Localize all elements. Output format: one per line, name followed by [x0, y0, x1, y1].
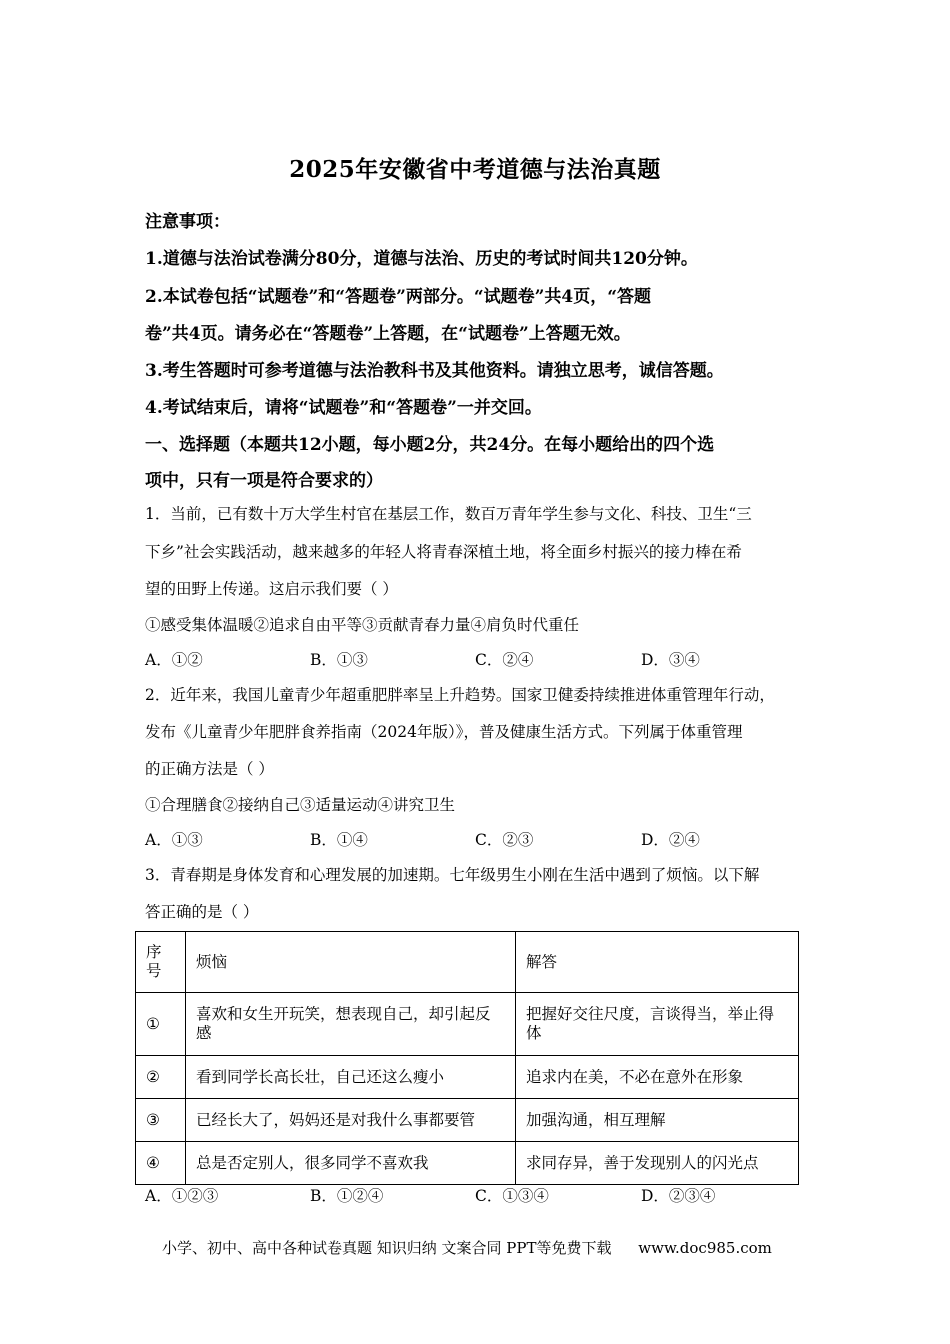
option-d[interactable]: D．②④ [641, 831, 700, 849]
notice-item-4: 4.考试结束后，请将“试题卷”和“答题卷”一并交回。 [145, 398, 542, 418]
question-2-statements: ①合理膳食②接纳自己③适量运动④讲究卫生 [145, 796, 456, 814]
notice-item-1: 1.道德与法治试卷满分80分，道德与法治、历史的考试时间共120分钟。 [145, 249, 698, 269]
row-answer: 加强沟通，相互理解 [516, 1099, 799, 1142]
option-c[interactable]: C．②④ [475, 651, 534, 669]
notice-item-3: 3.考生答题时可参考道德与法治教科书及其他资料。请独立思考，诚信答题。 [145, 361, 724, 381]
row-answer: 把握好交往尺度，言谈得当，举止得体 [516, 993, 799, 1056]
option-a[interactable]: A．①② [145, 651, 203, 669]
table-header-row [136, 932, 799, 993]
option-b[interactable]: B．①②④ [310, 1187, 384, 1205]
question-1-text: 1．当前，已有数十万大学生村官在基层工作，数百万青年学生参与文化、科技、卫生“三 [145, 505, 752, 523]
row-answer: 追求内在美，不必在意外在形象 [516, 1056, 799, 1099]
option-b[interactable]: B．①④ [310, 831, 368, 849]
row-trouble: 已经长大了，妈妈还是对我什么事都要管 [186, 1099, 516, 1142]
footer-site-link[interactable]: www.doc985.com [638, 1239, 772, 1257]
question-3-table [135, 931, 799, 1185]
question-3-text: 答正确的是（ ） [145, 903, 259, 921]
question-3-text: 3．青春期是身体发育和心理发展的加速期。七年级男生小刚在生活中遇到了烦恼。以下解 [145, 866, 760, 884]
row-trouble: 看到同学长高长壮，自己还这么瘦小 [186, 1056, 516, 1099]
question-1-statements: ①感受集体温暖②追求自由平等③贡献青春力量④肩负时代重任 [145, 616, 580, 634]
row-answer: 求同存异，善于发现别人的闪光点 [516, 1142, 799, 1185]
table-row [136, 1142, 799, 1185]
row-number: ② [136, 1056, 186, 1099]
row-trouble: 喜欢和女生开玩笑，想表现自己，却引起反感 [186, 993, 516, 1056]
option-c[interactable]: C．①③④ [475, 1187, 549, 1205]
header-number: 序号 [136, 932, 186, 993]
question-1-text: 望的田野上传递。这启示我们要（ ） [145, 580, 398, 598]
section-heading: 一、选择题（本题共12小题，每小题2分，共24分。在每小题给出的四个选 [145, 435, 715, 455]
notice-heading: 注意事项： [145, 212, 230, 232]
table-row [136, 1056, 799, 1099]
row-trouble: 总是否定别人，很多同学不喜欢我 [186, 1142, 516, 1185]
header-answer: 解答 [516, 932, 799, 993]
question-2-text: 的正确方法是（ ） [145, 760, 274, 778]
question-2-text: 2．近年来，我国儿童青少年超重肥胖率呈上升趋势。国家卫健委持续推进体重管理年行动， [145, 686, 775, 704]
page-title: 2025年安徽省中考道德与法治真题 [289, 156, 661, 183]
notice-item-2: 2.本试卷包括“试题卷”和“答题卷”两部分。“试题卷”共4页，“答题 [145, 287, 652, 307]
header-trouble: 烦恼 [186, 932, 516, 993]
option-d[interactable]: D．③④ [641, 651, 700, 669]
footer-text: 小学、初中、高中各种试卷真题 知识归纳 文案合同 PPT等免费下载 [162, 1239, 612, 1257]
question-1-text: 下乡”社会实践活动，越来越多的年轻人将青春深植土地，将全面乡村振兴的接力棒在希 [145, 543, 742, 561]
option-c[interactable]: C．②③ [475, 831, 534, 849]
page-footer [162, 1237, 772, 1258]
section-heading-cont: 项中，只有一项是符合要求的） [145, 471, 383, 491]
option-d[interactable]: D．②③④ [641, 1187, 716, 1205]
option-a[interactable]: A．①②③ [145, 1187, 219, 1205]
row-number: ③ [136, 1099, 186, 1142]
table-row [136, 993, 799, 1056]
row-number: ① [136, 993, 186, 1056]
question-2-text: 发布《儿童青少年肥胖食养指南（2024年版）》，普及健康生活方式。下列属于体重管理 [145, 723, 743, 741]
row-number: ④ [136, 1142, 186, 1185]
option-b[interactable]: B．①③ [310, 651, 368, 669]
option-a[interactable]: A．①③ [145, 831, 203, 849]
notice-item-2-cont: 卷”共4页。请务必在“答题卷”上答题，在“试题卷”上答题无效。 [145, 324, 631, 344]
table-row [136, 1099, 799, 1142]
